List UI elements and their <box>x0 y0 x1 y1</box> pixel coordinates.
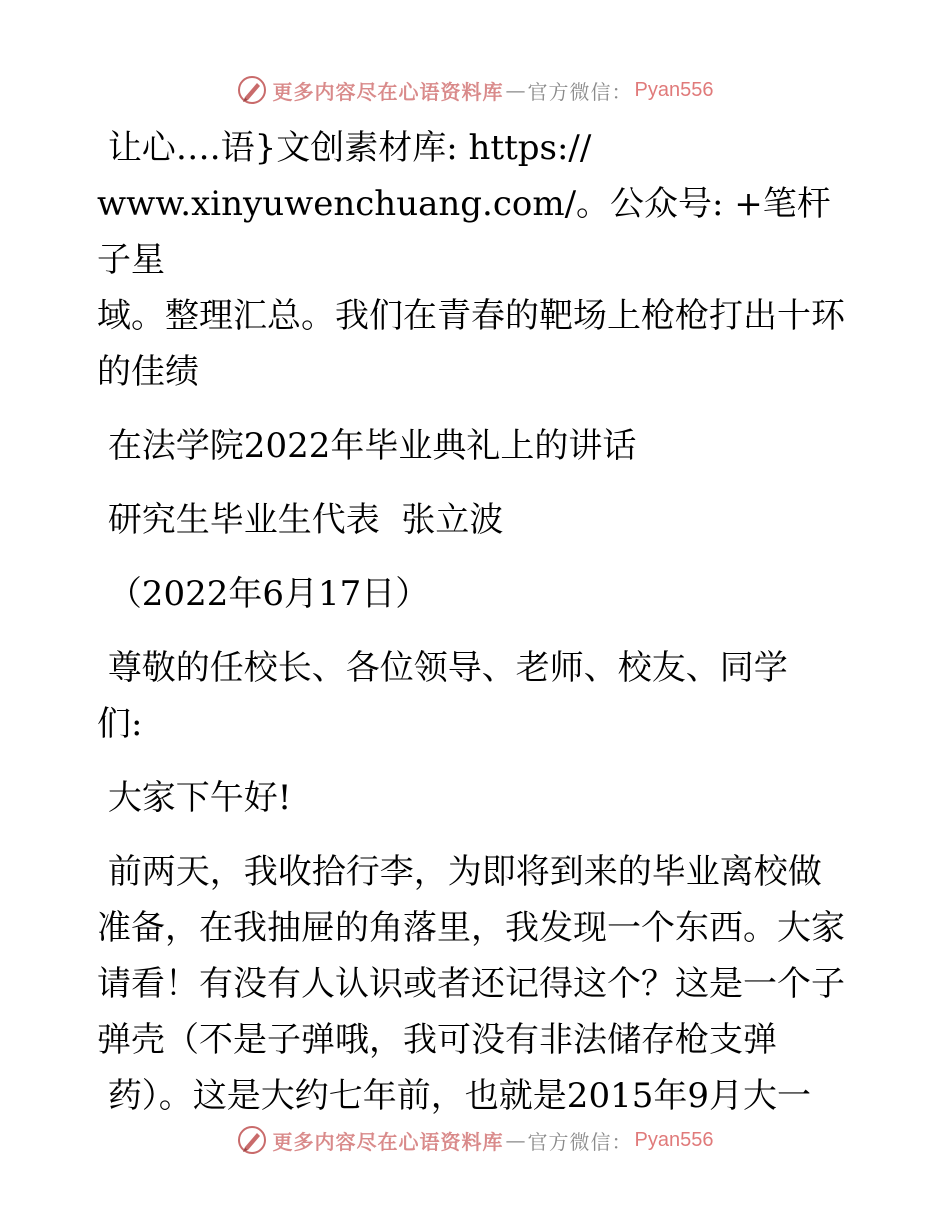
story-line: 药）。这是大约七年前，也就是2015年9月大一 <box>97 1076 811 1116</box>
story-line: 请看！有没有人认识或者还记得这个？这是一个子 <box>97 964 845 1004</box>
greeting-line: 大家下午好! <box>97 778 292 818</box>
story-line: 前两天，我收拾行李，为即将到来的毕业离校做 <box>97 852 822 892</box>
banner-separator: — <box>505 78 526 102</box>
site-banner-text: 更多内容尽在心语资料库 <box>272 79 504 104</box>
pen-logo-icon <box>237 75 267 105</box>
date-line: （2022年6月17日） <box>97 574 430 614</box>
speaker-line: 研究生毕业生代表 张立波 <box>97 500 504 540</box>
banner-separator: — <box>505 1128 526 1152</box>
story-line: 弹壳（不是子弹哦，我可没有非法储存枪支弹 <box>97 1020 777 1060</box>
site-banner-text: 更多内容尽在心语资料库 <box>272 1129 504 1154</box>
intro-line: www.xinyuwenchuang.com/。公众号: +笔杆子星 <box>97 184 831 280</box>
page-header <box>0 70 950 110</box>
contact-label: 官方微信： <box>527 79 633 104</box>
intro-line: 让心….语}文创素材库: https:// <box>97 128 592 168</box>
speech-title: 在法学院2022年毕业典礼上的讲话 <box>97 426 637 466</box>
story-line: 准备，在我抽屉的角落里，我发现一个东西。大家 <box>97 908 845 948</box>
salutation-line: 尊敬的任校长、各位领导、老师、校友、同学 <box>97 648 788 688</box>
salutation-line: 们: <box>97 704 143 744</box>
pen-logo-icon <box>237 1125 267 1155</box>
contact-label: 官方微信： <box>527 1129 633 1154</box>
contact-id: Pyan556 <box>634 1128 714 1151</box>
intro-line: 域。整理汇总。我们在青春的靶场上枪枪打出十环 <box>97 296 845 336</box>
page-footer <box>0 1120 950 1160</box>
contact-id: Pyan556 <box>634 78 714 101</box>
intro-line: 的佳绩 <box>97 352 199 392</box>
document-body <box>97 120 857 1124</box>
